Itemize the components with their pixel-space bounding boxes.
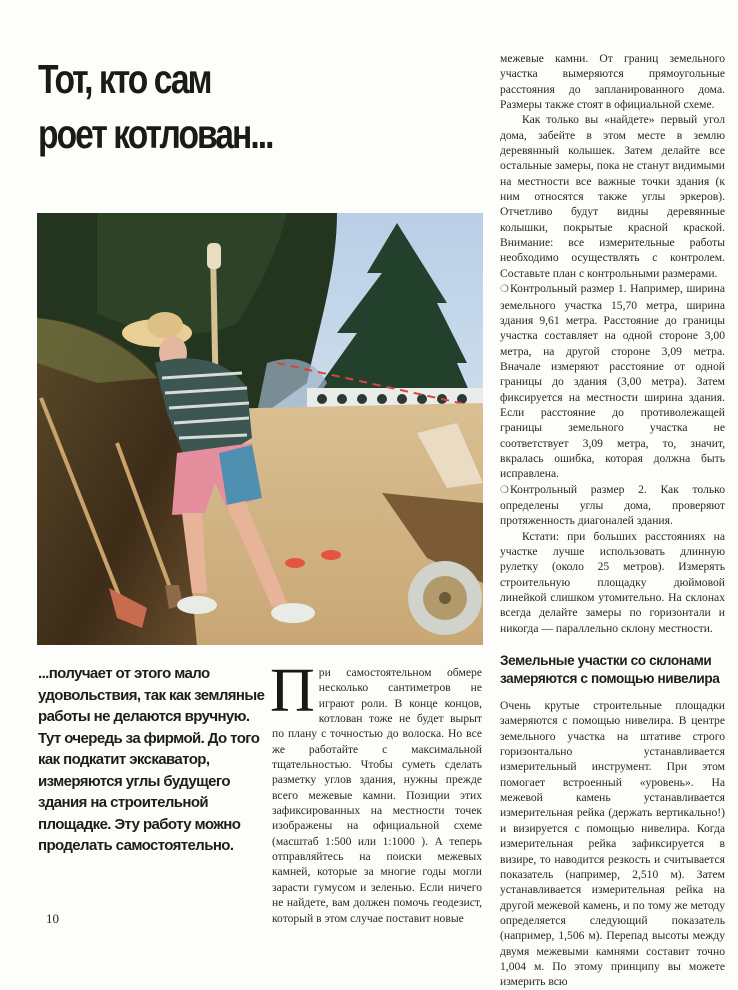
drop-cap: П — [270, 657, 315, 725]
section-subheading: Земельные участки со склонами замеряются с помощью нивелира — [500, 653, 720, 687]
photo-illustration — [37, 213, 483, 645]
circle-bullet-icon: ❍ — [500, 284, 509, 296]
title-line-2: роет котлован... — [38, 111, 273, 157]
middle-column — [270, 657, 482, 926]
intro-paragraph-text: ри самостоятельном обмере несколько сантиметров не играют роли. В конце концов, котлован тоже не будет вырыт по плану с точностью до волоска. Но все же работайте с максимальной тщательностью. Чтобы суметь сделать разметку углов здания, нужны прежде всего межевые камни. Позиции этих зафиксированных на местности точек изображены на официальной схеме (масштаб 1:500 или 1:1000 ). А теперь отправляйтесь на поиски межевых камней, которые за многие годы могли зарасти гумусом и зеленью. Если ничего не найдете, вам должен помочь геодезист, который в этом случае поставит новые — [272, 666, 482, 925]
photo-caption: ...получает от этого мало удовольствия, так как земляные работы не делаются вручную. Тут очередь за фирмой. До того как подкатит экскаватор, измеряются углы будущего здания на строительной площадке. Эту работу можно проделать самостоятельно. — [38, 665, 265, 854]
paragraph-1: межевые камни. От границ земельного участка вымеряются прямоугольные расстояния до запланированного дома. Размеры также стоят в официальной схеме. — [500, 52, 725, 112]
title-line-1: Тот, кто сам — [38, 56, 211, 102]
bullet-item-1 — [500, 281, 725, 481]
circle-bullet-icon: ❍ — [500, 484, 509, 496]
bullet-item-2-text: Контрольный размер 2. Как только определены углы дома, проверяют протяженность диагоналей здания. — [500, 482, 725, 528]
intro-paragraph — [270, 657, 482, 926]
bullet-item-2 — [500, 482, 725, 529]
paragraph-2: Как только вы «найдете» первый угол дома, забейте в этом месте в землю деревянный колышек. Затем делайте все остальные замеры, пока не станут видимыми на местности все важные точки здания (к ним относятся также углы эркеров). Отчетливо будут видны деревянные колышки, покрытые красной краской. Внимание: все измерительные работы необходимо осуществлять с контролем. Составьте план с контрольными размерами. — [500, 113, 725, 280]
page-number: 10 — [46, 911, 59, 926]
page-title — [38, 52, 273, 162]
paragraph-3: Кстати: при больших расстояниях на участке лучше использовать длинную рулетку (около 25 метров). Измерять строительную площадку дюймовой линейкой слишком утомительно. На склонах всегда делайте замеры по горизонтали и никогда — параллельно склону местности. — [500, 529, 725, 635]
right-column — [500, 51, 725, 990]
paragraph-4: Очень крутые строительные площадки замеряются с помощью нивелира. В центре земельного участка на штативе строго горизонтально устанавливается измерительный инструмент. При этом помогает встроенный «уровень». На межевой камень устанавливается измерительная рейка (держать вертикально!) и визируется с помощью нивелира. Когда измерительная рейка зафиксируется в визире, то наводится резкость и считывается показатель (например, 2,510 м). Затем устанавливается измерительная рейка на другой межевой камень, и по тому же методу определяется следующий показатель (например, 1,506 м). Перепад высоты между двумя межевыми камнями составит точно 1,004 м. По этому принципу вы можете измерить всю — [500, 699, 725, 989]
right-shoe — [271, 603, 315, 623]
left-shoe — [177, 596, 217, 614]
photo-digging-man — [37, 213, 483, 645]
bullet-item-1-text: Контрольный размер 1. Например, ширина земельного участка 15,70 метра, ширина здания 9,61 метра. Расстояние до границы участка составляет на одной стороне 3,00 метра, на другой стороне 3,09 метра. Вначале измеряют расстояние от одной границы до здания (3,00 метра). Затем фиксируется на местности ширина здания. Если расстояние до противолежащей границы земельного участка не соответствует 3,09 метра, то, значит, вкралась ошибка, которая должна быть исправлена. — [500, 282, 725, 481]
